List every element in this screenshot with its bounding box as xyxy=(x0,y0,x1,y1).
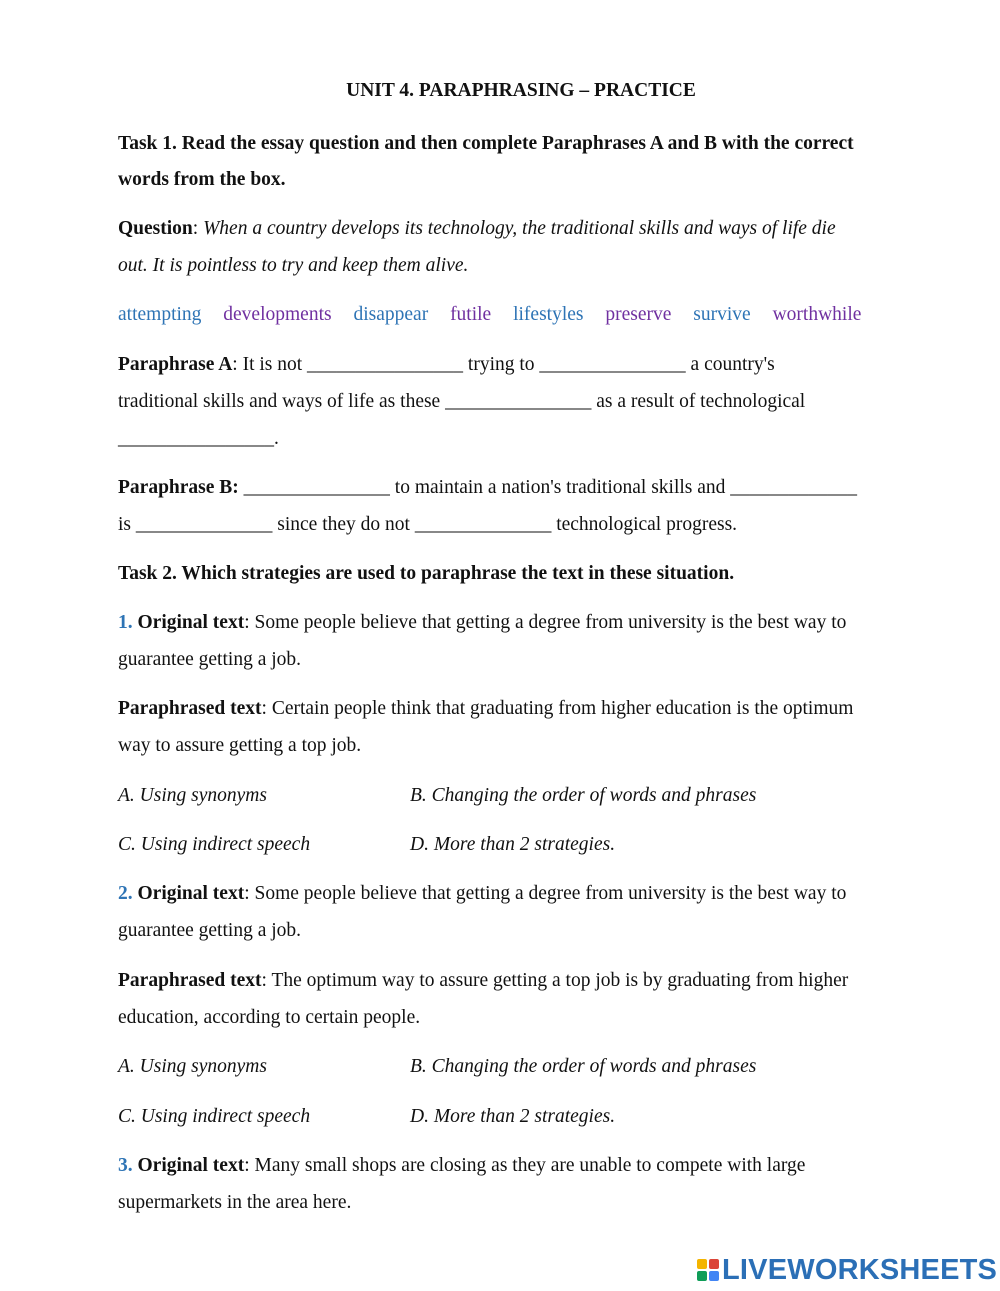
q2-paraphrased-line1 xyxy=(118,968,848,994)
q2-option-d[interactable]: D. More than 2 strategies. xyxy=(410,1106,616,1127)
q1-original-line2: guarantee getting a job. xyxy=(118,649,302,670)
q2-number: 2. xyxy=(118,883,133,904)
paraphrase-a-line2[interactable]: traditional skills and ways of life as these _______________ as a result of technological xyxy=(118,391,806,412)
question-line1 xyxy=(118,216,836,242)
q3-original-label: Original text xyxy=(137,1155,245,1176)
q1-original-text: : Some people believe that getting a degree from university is the best way to xyxy=(244,612,847,633)
logo-text: LIVEWORKSHEETS xyxy=(722,1253,998,1286)
task1-instruction-line1: Task 1. Read the essay question and then complete Paraphrases A and B with the correct xyxy=(118,133,854,154)
page-title: UNIT 4. PARAPHRASING – PRACTICE xyxy=(346,80,696,101)
paraphrase-a-text[interactable]: : It is not ________________ trying to _______________ a country's xyxy=(232,354,775,375)
paraphrase-b-line2[interactable]: is ______________ since they do not ______________ technological progress. xyxy=(118,514,738,535)
q1-original-line1 xyxy=(118,610,846,636)
word-box-item[interactable]: survive xyxy=(693,304,751,325)
paraphrase-a-label: Paraphrase A xyxy=(118,354,233,375)
q1-paraphrased-line2: way to assure getting a top job. xyxy=(118,735,362,756)
paraphrase-a-line1 xyxy=(118,352,775,378)
q2-original-label: Original text xyxy=(137,883,245,904)
logo-blocks-icon xyxy=(697,1259,719,1281)
question-text: When a country develops its technology, the traditional skills and ways of life die xyxy=(203,218,836,239)
q2-option-c[interactable]: C. Using indirect speech xyxy=(118,1106,311,1127)
word-box xyxy=(118,302,878,328)
paraphrase-a-line3[interactable]: ________________. xyxy=(118,428,279,449)
q1-option-d[interactable]: D. More than 2 strategies. xyxy=(410,834,616,855)
task2-heading: Task 2. Which strategies are used to paraphrase the text in these situation. xyxy=(118,563,735,584)
q1-option-c[interactable]: C. Using indirect speech xyxy=(118,834,311,855)
q2-option-a[interactable]: A. Using synonyms xyxy=(118,1056,267,1077)
word-box-item[interactable]: worthwhile xyxy=(772,304,862,325)
q1-option-a[interactable]: A. Using synonyms xyxy=(118,785,267,806)
question-sep: : xyxy=(192,218,204,239)
word-box-item[interactable]: disappear xyxy=(353,304,429,325)
q3-original-text: : Many small shops are closing as they are unable to compete with large xyxy=(244,1155,806,1176)
paraphrase-b-label: Paraphrase B: xyxy=(118,477,239,498)
q1-number: 1. xyxy=(118,612,133,633)
paraphrase-b-line1 xyxy=(118,475,857,501)
q3-original-line2: supermarkets in the area here. xyxy=(118,1192,352,1213)
q2-original-text: : Some people believe that getting a degree from university is the best way to xyxy=(244,883,847,904)
word-box-item[interactable]: lifestyles xyxy=(513,304,584,325)
q1-option-b[interactable]: B. Changing the order of words and phrases xyxy=(410,785,757,806)
q2-original-line1 xyxy=(118,881,846,907)
q2-paraphrased-text: : The optimum way to assure getting a top job is by graduating from higher xyxy=(261,970,849,991)
paraphrase-b-text[interactable]: _______________ to maintain a nation's traditional skills and _____________ xyxy=(238,477,858,498)
word-box-item[interactable]: attempting xyxy=(118,304,202,325)
word-box-item[interactable]: futile xyxy=(450,304,492,325)
q2-paraphrased-label: Paraphrased text xyxy=(118,970,262,991)
q2-original-line2: guarantee getting a job. xyxy=(118,920,302,941)
q1-paraphrased-text: : Certain people think that graduating from higher education is the optimum xyxy=(261,698,854,719)
word-box-item[interactable]: preserve xyxy=(605,304,672,325)
q2-option-b[interactable]: B. Changing the order of words and phrases xyxy=(410,1056,757,1077)
word-box-item[interactable]: developments xyxy=(223,304,332,325)
q1-paraphrased-line1 xyxy=(118,696,853,722)
question-line2: out. It is pointless to try and keep them alive. xyxy=(118,255,469,276)
q3-original-line1 xyxy=(118,1153,805,1179)
q3-number: 3. xyxy=(118,1155,133,1176)
task1-instruction-line2: words from the box. xyxy=(118,169,286,190)
q1-original-label: Original text xyxy=(137,612,245,633)
q1-paraphrased-label: Paraphrased text xyxy=(118,698,262,719)
question-label: Question xyxy=(118,218,193,239)
q2-paraphrased-line2: education, according to certain people. xyxy=(118,1007,421,1028)
liveworksheets-logo xyxy=(697,1252,997,1288)
